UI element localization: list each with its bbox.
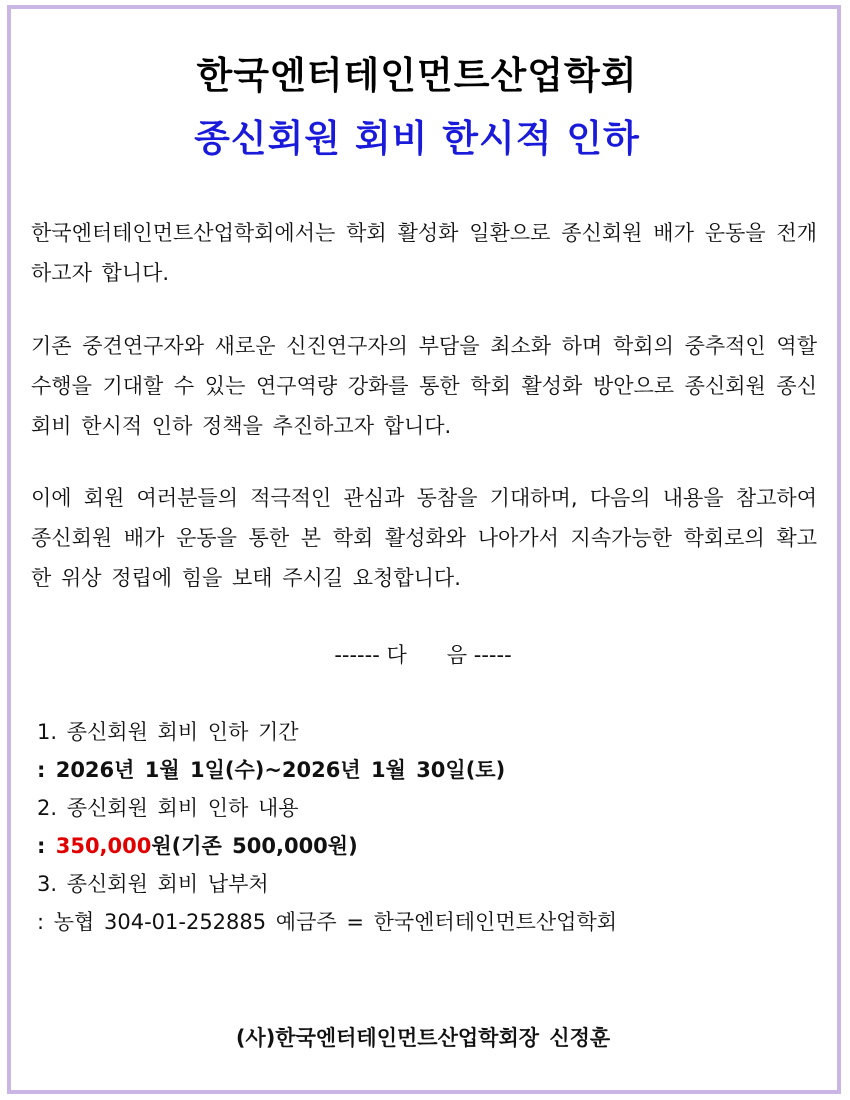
item-2-value [37, 831, 358, 861]
paragraph-intro: 한국엔터테인먼트산업학회에서는 학회 활성화 일환으로 종신회원 배가 운동을 전개하고자 합니다. [31, 221, 817, 285]
item-2-suffix: 원(기존 500,000원) [151, 834, 358, 858]
item-1-value: : 2026년 1월 1일(수)~2026년 1월 30일(토) [37, 758, 506, 782]
document-title: 한국엔터테인먼트산업학회 [196, 54, 638, 97]
paragraph-policy: 기존 중견연구자와 새로운 신진연구자의 부담을 최소화 하며 학회의 중추적인 역할수행을 기대할 수 있는 연구역량 강화를 통한 학회 활성화 방안으로 종신회원 종신회비 한시적 인하 정책을 추진하고자 합니다. [31, 334, 817, 438]
item-2-prefix: : [37, 834, 56, 858]
item-2-heading: 2. 종신회원 회비 인하 내용 [37, 796, 299, 820]
item-3-heading: 3. 종신회원 회비 납부처 [37, 872, 269, 896]
paragraph-request: 이에 회원 여러분들의 적극적인 관심과 동참을 기대하며, 다음의 내용을 참고하여 종신회원 배가 운동을 통한 본 학회 활성화와 나아가서 지속가능한 학회로의 확고한 위상 정립에 힘을 보태 주시길 요청합니다. [31, 486, 817, 590]
signature: (사)한국엔터테인먼트산업학회장 신정훈 [235, 1026, 611, 1050]
item-2-price: 350,000 [55, 834, 152, 858]
item-3-value: : 농협 304-01-252885 예금주 = 한국엔터테인먼트산업학회 [37, 910, 618, 934]
item-1-heading: 1. 종신회원 회비 인하 기간 [37, 720, 299, 744]
section-divider: ------ 다 음 ----- [334, 643, 512, 667]
document-subtitle: 종신회원 회비 한시적 인하 [194, 117, 640, 160]
